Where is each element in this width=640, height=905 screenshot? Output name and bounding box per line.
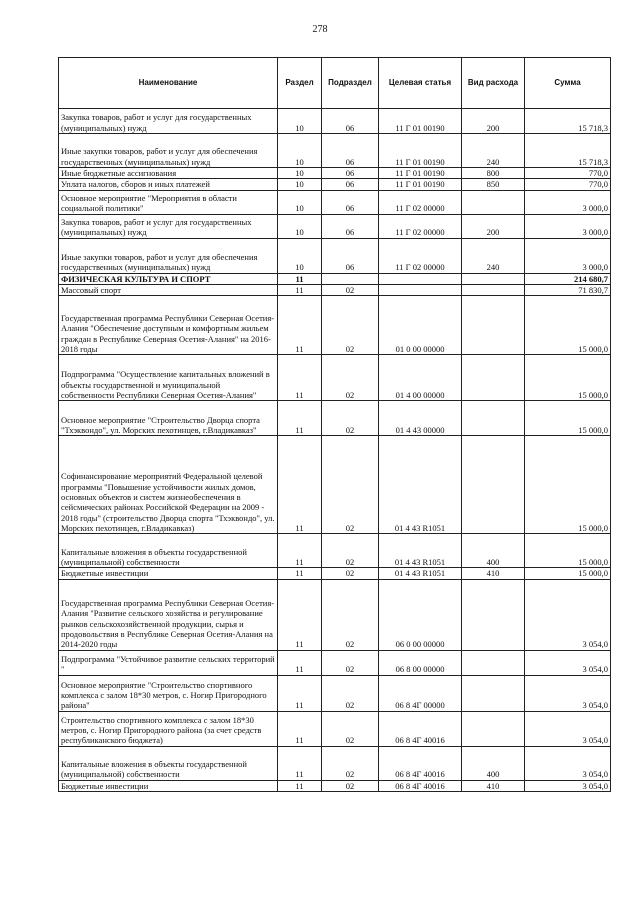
table-row <box>59 179 611 190</box>
table-row <box>59 238 611 273</box>
cell-name: Иные закупки товаров, работ и услуг для обеспечения государственных (муниципальных) нужд <box>59 238 278 273</box>
cell-target-article: 11 Г 01 00190 <box>379 179 462 190</box>
cell-sum: 770,0 <box>525 168 611 179</box>
cell-razdel: 10 <box>278 179 322 190</box>
cell-target-article: 01 4 43 R1051 <box>379 534 462 568</box>
table-row <box>59 168 611 179</box>
cell-expense-type: 400 <box>462 534 525 568</box>
table-row <box>59 568 611 579</box>
cell-sum: 3 000,0 <box>525 238 611 273</box>
cell-expense-type <box>462 711 525 746</box>
cell-name: Основное мероприятие "Строительство спортивного комплекса с залом 18*30 метров, с. Ногир Пригородного района" <box>59 675 278 711</box>
cell-podrazdel: 06 <box>322 190 379 214</box>
cell-podrazdel: 02 <box>322 534 379 568</box>
cell-podrazdel: 06 <box>322 238 379 273</box>
cell-target-article: 11 Г 01 00190 <box>379 109 462 134</box>
cell-target-article: 06 8 4Г 40016 <box>379 746 462 780</box>
cell-name: Иные закупки товаров, работ и услуг для обеспечения государственных (муниципальных) нужд <box>59 134 278 168</box>
cell-expense-type <box>462 650 525 675</box>
table-row <box>59 401 611 436</box>
cell-target-article: 01 4 43 00000 <box>379 401 462 436</box>
cell-razdel: 10 <box>278 190 322 214</box>
cell-podrazdel: 02 <box>322 675 379 711</box>
table-row <box>59 190 611 214</box>
table-row <box>59 214 611 238</box>
cell-podrazdel: 02 <box>322 436 379 534</box>
cell-target-article <box>379 285 462 296</box>
cell-podrazdel: 02 <box>322 568 379 579</box>
cell-razdel: 11 <box>278 675 322 711</box>
cell-razdel: 11 <box>278 780 322 791</box>
table-row <box>59 355 611 401</box>
header-expense-type: Вид расхода <box>462 58 525 109</box>
cell-razdel: 10 <box>278 168 322 179</box>
cell-sum: 15 718,3 <box>525 134 611 168</box>
cell-podrazdel: 02 <box>322 401 379 436</box>
cell-podrazdel: 02 <box>322 780 379 791</box>
cell-name: Бюджетные инвестиции <box>59 780 278 791</box>
cell-sum: 3 054,0 <box>525 711 611 746</box>
cell-podrazdel: 02 <box>322 711 379 746</box>
cell-expense-type: 200 <box>462 214 525 238</box>
cell-target-article: 06 8 00 00000 <box>379 650 462 675</box>
header-target-article: Целевая статья <box>379 58 462 109</box>
cell-sum: 15 000,0 <box>525 296 611 355</box>
cell-sum: 3 054,0 <box>525 746 611 780</box>
cell-sum: 3 054,0 <box>525 579 611 650</box>
cell-sum: 3 054,0 <box>525 675 611 711</box>
cell-razdel: 11 <box>278 355 322 401</box>
header-sum: Сумма <box>525 58 611 109</box>
table-row <box>59 746 611 780</box>
cell-expense-type: 240 <box>462 238 525 273</box>
table-row <box>59 296 611 355</box>
cell-expense-type <box>462 190 525 214</box>
cell-razdel: 10 <box>278 214 322 238</box>
cell-name: Капитальные вложения в объекты государственной (муниципальной) собственности <box>59 534 278 568</box>
cell-name: Софинансирование мероприятий Федеральной целевой программы "Повышение устойчивости жилых домов, основных объектов и систем жизнеобеспечения в сейсмических районах Российской Федерации на 2009 - 2018 годы" (строительство Дворца спорта "Тхэквондо", ул. Морских пехотинцев, г.Владикавказ) <box>59 436 278 534</box>
cell-name: Капитальные вложения в объекты государственной (муниципальной) собственности <box>59 746 278 780</box>
cell-podrazdel: 02 <box>322 296 379 355</box>
cell-target-article: 01 4 43 R1051 <box>379 568 462 579</box>
cell-expense-type <box>462 675 525 711</box>
header-name: Наименование <box>59 58 278 109</box>
cell-razdel: 11 <box>278 296 322 355</box>
table-row <box>59 675 611 711</box>
cell-name: Подпрограмма "Устойчивое развитие сельских территорий " <box>59 650 278 675</box>
table-row <box>59 650 611 675</box>
cell-expense-type <box>462 436 525 534</box>
cell-razdel: 11 <box>278 711 322 746</box>
table-row <box>59 534 611 568</box>
header-razdel: Раздел <box>278 58 322 109</box>
cell-podrazdel: 06 <box>322 168 379 179</box>
cell-sum: 15 000,0 <box>525 355 611 401</box>
cell-name: Основное мероприятие "Мероприятия в области социальной политики" <box>59 190 278 214</box>
cell-expense-type <box>462 296 525 355</box>
cell-name: Уплата налогов, сборов и иных платежей <box>59 179 278 190</box>
cell-name: ФИЗИЧЕСКАЯ КУЛЬТУРА И СПОРТ <box>59 273 278 284</box>
cell-expense-type: 410 <box>462 780 525 791</box>
table-row <box>59 436 611 534</box>
cell-sum: 3 054,0 <box>525 780 611 791</box>
cell-sum: 3 054,0 <box>525 650 611 675</box>
cell-razdel: 10 <box>278 238 322 273</box>
cell-name: Государственная программа Республики Северная Осетия-Алания "Обеспечение доступным и комфортным жильем граждан в Республике Северная Осетия-Алания" на 2016-2018 годы <box>59 296 278 355</box>
cell-podrazdel: 06 <box>322 109 379 134</box>
table-header-row <box>59 58 611 109</box>
cell-podrazdel: 02 <box>322 650 379 675</box>
cell-name: Закупка товаров, работ и услуг для государственных (муниципальных) нужд <box>59 109 278 134</box>
cell-target-article: 11 Г 02 00000 <box>379 214 462 238</box>
cell-sum: 3 000,0 <box>525 214 611 238</box>
cell-razdel: 11 <box>278 579 322 650</box>
cell-razdel: 11 <box>278 746 322 780</box>
cell-expense-type: 850 <box>462 179 525 190</box>
cell-sum: 15 000,0 <box>525 401 611 436</box>
cell-sum: 214 680,7 <box>525 273 611 284</box>
cell-podrazdel: 02 <box>322 579 379 650</box>
budget-table <box>58 57 611 792</box>
table-row <box>59 579 611 650</box>
cell-target-article: 01 4 43 R1051 <box>379 436 462 534</box>
table-row <box>59 285 611 296</box>
cell-razdel: 11 <box>278 534 322 568</box>
table-row <box>59 780 611 791</box>
cell-expense-type <box>462 355 525 401</box>
cell-expense-type: 240 <box>462 134 525 168</box>
cell-expense-type: 400 <box>462 746 525 780</box>
cell-sum: 15 000,0 <box>525 436 611 534</box>
cell-name: Основное мероприятие "Строительство Дворца спорта "Тхэквондо", ул. Морских пехотинцев, г.Владикавказ" <box>59 401 278 436</box>
cell-razdel: 10 <box>278 134 322 168</box>
cell-expense-type: 800 <box>462 168 525 179</box>
cell-razdel: 11 <box>278 650 322 675</box>
cell-target-article: 06 8 4Г 40016 <box>379 780 462 791</box>
cell-expense-type <box>462 285 525 296</box>
cell-target-article: 11 Г 01 00190 <box>379 134 462 168</box>
table-body <box>59 109 611 792</box>
cell-podrazdel <box>322 273 379 284</box>
cell-target-article: 06 0 00 00000 <box>379 579 462 650</box>
cell-target-article: 01 0 00 00000 <box>379 296 462 355</box>
cell-target-article: 06 8 4Г 00000 <box>379 675 462 711</box>
cell-podrazdel: 06 <box>322 214 379 238</box>
cell-name: Иные бюджетные ассигнования <box>59 168 278 179</box>
cell-podrazdel: 06 <box>322 134 379 168</box>
cell-name: Закупка товаров, работ и услуг для государственных (муниципальных) нужд <box>59 214 278 238</box>
cell-name: Бюджетные инвестиции <box>59 568 278 579</box>
cell-sum: 71 830,7 <box>525 285 611 296</box>
cell-sum: 15 718,3 <box>525 109 611 134</box>
cell-target-article: 01 4 00 00000 <box>379 355 462 401</box>
cell-name: Строительство спортивного комплекса с залом 18*30 метров, с. Ногир Пригородного района (за счет средств республиканского бюджета) <box>59 711 278 746</box>
cell-name: Государственная программа Республики Северная Осетия-Алания "Развитие сельского хозяйства и регулирование рынков сельскохозяйственной продукции, сырья и продовольствия в Республике Северная Осетия-Алания на 2014-2020 годы <box>59 579 278 650</box>
cell-target-article <box>379 273 462 284</box>
cell-expense-type <box>462 579 525 650</box>
cell-target-article: 11 Г 01 00190 <box>379 168 462 179</box>
cell-sum: 15 000,0 <box>525 534 611 568</box>
cell-expense-type <box>462 273 525 284</box>
cell-target-article: 11 Г 02 00000 <box>379 190 462 214</box>
cell-sum: 15 000,0 <box>525 568 611 579</box>
cell-target-article: 11 Г 02 00000 <box>379 238 462 273</box>
cell-razdel: 11 <box>278 401 322 436</box>
cell-podrazdel: 06 <box>322 179 379 190</box>
cell-sum: 3 000,0 <box>525 190 611 214</box>
cell-target-article: 06 8 4Г 40016 <box>379 711 462 746</box>
cell-expense-type <box>462 401 525 436</box>
table-row <box>59 134 611 168</box>
cell-expense-type: 410 <box>462 568 525 579</box>
cell-name: Массовый спорт <box>59 285 278 296</box>
cell-razdel: 11 <box>278 285 322 296</box>
cell-razdel: 11 <box>278 273 322 284</box>
page-number: 278 <box>312 24 328 35</box>
cell-podrazdel: 02 <box>322 285 379 296</box>
cell-expense-type: 200 <box>462 109 525 134</box>
table-row <box>59 109 611 134</box>
cell-podrazdel: 02 <box>322 355 379 401</box>
table-row <box>59 711 611 746</box>
cell-razdel: 10 <box>278 109 322 134</box>
cell-razdel: 11 <box>278 436 322 534</box>
cell-podrazdel: 02 <box>322 746 379 780</box>
cell-razdel: 11 <box>278 568 322 579</box>
table-row <box>59 273 611 284</box>
cell-sum: 770,0 <box>525 179 611 190</box>
header-podrazdel: Подраздел <box>322 58 379 109</box>
cell-name: Подпрограмма "Осуществление капитальных вложений в объекты государственной и муниципальной собственности Республики Северная Осетия-Алания" <box>59 355 278 401</box>
